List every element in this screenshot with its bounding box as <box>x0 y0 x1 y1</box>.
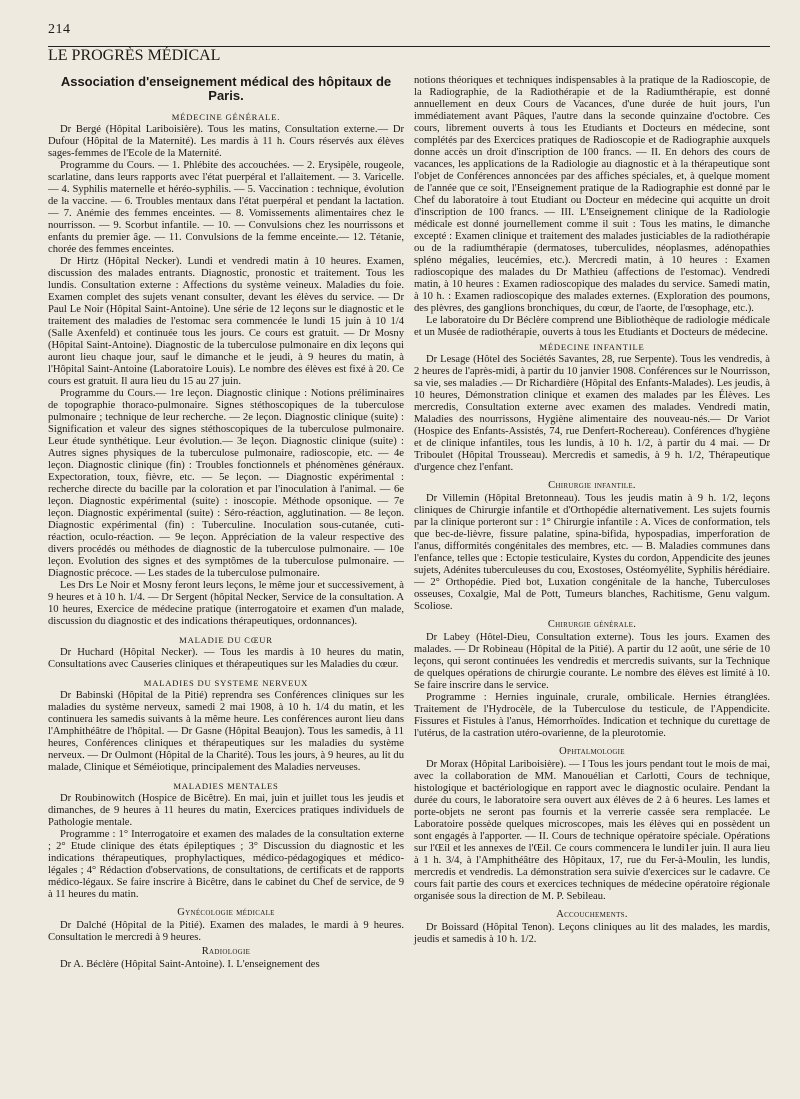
paragraph: Dr Morax (Hôpital Lariboisière). — I Tous les jours pendant tout le mois de mai, avec la collaboration de MM. Manouélian et Carlotti, Cours de technique, histologique et bactériologique en rapport avec le diagnostic oculaire. Pendant la durée du cours, le laboratoire sera ouvert aux élèves de 2 à 6 heures. Les lames et porte-objets ne seront pas fournis et la verrerie cassée sera remplacée. Le Laboratoire possède quelques microscopes, mais les élèves qui en possèdent un sont engagés à l'apporter. — II. Cours de technique opératoire spéciale. Opérations sur l'Œil et les annexes de l'Œil. Ce cours commencera le lundi1er juin. Il aura lieu à 1 h. 3/4, à l'Amphithéâtre des Hôpitaux, 17, rue du Fer-à-Moulin, les lundis, mercredis et vendredis. La démonstration sera suivie d'exercices sur le cadavre. Ce cours fait partie des cours et exercices techniques de médecine opératoire régionale organisée sous la direction de M. P. Sebileau. <box>414 759 770 902</box>
paragraph: Dr Huchard (Hôpital Necker). — Tous les mardis à 10 heures du matin, Consultations avec Causeries cliniques et thérapeutiques sur les Maladies du cœur. <box>48 647 404 670</box>
paragraph: Dr Villemin (Hôpital Bretonneau). Tous les jeudis matin à 9 h. 1/2, leçons cliniques de Chirurgie infantile et d'Orthopédie alternativement. Les sujets fournis par la clinique porteront sur : 1° Chirurgie infantile : A. Vices de conformation, tels que bec-de-lièvre, fissure palatine, spina-bifida, hypospadias, imperforation de l'anus, difformités congénitales des membres, etc. — B. Maladies communes dans l'enfance, telles que : Ectopie testiculaire, Kystes du cordon, Appendicite des jeunes sujets, Adénites tuberculeuses du cou, Exostoses, Ostéomyélite, Syphilis hérédiaire.— 2° Orthopédie. Pied bot, Luxation congénitale de la hanche, Tuberculoses osseuses, Coxalgie, Mal de Pott, Tumeurs blanches, Rachitisme, Genu valgum. Scoliose. <box>414 493 770 612</box>
paragraph: Programme : 1° Interrogatoire et examen des malades de la consultation externe ; 2° Etude clinique des états épileptiques ; 3° Discussion du diagnostic et les indications thérapeutiques, prophylactiques, médico-pédagogiques et médico-légales ; 4° Rédaction d'observations, de consultations, de certificats et de rapports médico-légaux. Se faire inscrire à Bicêtre, dans le cabinet du Chef de service, de 9 à 11 heures du matin. <box>48 829 404 900</box>
paragraph: Dr A. Béclère (Hôpital Saint-Antoine). I. L'enseignement des <box>60 959 320 970</box>
section-heading-systeme-nerveux: MALADIES DU SYSTEME NERVEUX <box>143 678 309 688</box>
paragraph: Programme du Cours. — 1. Phlébite des accouchées. — 2. Erysipèle, rougeole, scarlatine, dans leurs rapports avec l'état puerpéral et l'allaitement. — 3. Varicelle. — 4. Syphilis maternelle et héréo-syphilis. — 5. Vaccination : technique, évolution de la vaccine. — 6. Troubles mentaux dans l'état puerpéral et pendant la lactation. — 7. Anémie des femmes enceintes. — 8. Vomissements alimentaires chez le nourrisson. — 9. Scorbut infantile. — 10. — Convulsions chez les nourrissons et enfants du premier âge. — 11. Convulsions de la femme enceinte.— 12. Tétanie, chorée des femmes enceintes. <box>48 160 404 255</box>
text-columns <box>48 75 770 971</box>
section-heading-maladie-coeur: MALADIE DU CŒUR <box>179 635 273 645</box>
paragraph: Dr Hirtz (Hôpital Necker). Lundi et vendredi matin à 10 heures. Examen, discussion des malades entrants. Diagnostic, pronostic et traitement. Tous les lundis. Consultation externe : Affections du système veineux. Maladies du foie. Examen complet des sujets venant consulter, devant les élèves du service. — Dr Paul Le Noir (Hôpital Saint-Antoine). Une série de 12 leçons sur le diagnostic et le traitement des maladies de l'estomac sera commencée le lundi 15 juin à 10 1/4 (Salle Axenfeld) et continuée tous les jours. Ce cours est gratuit. — Dr Mosny (Hôpital Saint-Antoine). Diagnostic de la tuberculose pulmonaire en dix leçons qui auront lieu chaque jour, sauf le dimanche et le jeudi, à 9 heures du matin, à l'Hôpital Saint-Antoine (Laboratoire Louis). Le nombre des élèves est fixé à 20. Ce cours est gratuit. Il aura lieu du 15 au 27 juin. <box>48 256 404 387</box>
left-column <box>48 75 404 971</box>
paragraph: Dr Roubinowitch (Hospice de Bicêtre). En mai, juin et juillet tous les jeudis et dimanches, de 9 heures à 11 heures du matin, Exercices pratiques individuels de Pathologie mentale. <box>48 793 404 828</box>
section-heading-maladies-mentales: MALADIES MENTALES <box>173 781 279 791</box>
paragraph: Dr Dalché (Hôpital de la Pitié). Examen des malades, le mardi à 9 heures. Consultation le mercredi à 9 heures. <box>48 920 404 943</box>
page-number: 214 <box>48 22 71 37</box>
section-heading-gynecologie: Gynécologie médicale <box>177 907 275 918</box>
paragraph: Programme du Cours.— 1re leçon. Diagnostic clinique : Notions préliminaires de topographie thoraco-pulmonaire. Signes stéthoscopiques de la tuberculose pulmonaire ; technique de leur recherche. — 2e leçon. Diagnostic clinique (suite) : Signification et valeur des signes stéthoscopiques de la tuberculose pulmonaire. Leur étude synthétique. Leur évolution.— 3e leçon. Diagnostic clinique (suite) : Autres signes physiques de la tuberculose pulmonaire, radioscopie, etc. — 4e leçon. Diagnostic clinique (fin) : Troubles fonctionnels et phénomènes généraux. Expectoration, toux, fièvre, etc. — 5e leçon. — Diagnostic expérimental : recherche directe du bacille par la coloration et par l'inoculation à l'animal. — 6e leçon. Diagnostic expérimental (suite) : inoscopie. Méthode opsonique. — 7e leçon. Diagnostic expérimental (suite) : Séro-réaction, agglutination. — 8e leçon. Diagnostic expérimental (fin) : Tuberculine. Inoculation sous-cutanée, cuti-réaction, oculo-réaction. — 9e leçon. Appréciation de la valeur respective des divers procédés ou méthodes de diagnostic de la tuberculose pulmonaire. — 10e leçon. Evolution des signes et des symptômes de la tuberculose pulmonaire. — Diagnostic précoce. — Les stades de la tuberculose pulmonaire. <box>48 388 404 579</box>
paragraph: Dr Lesage (Hôtel des Sociétés Savantes, 28, rue Serpente). Tous les vendredis, à 2 heures de l'après-midi, à partir du 10 janvier 1908. Conférences sur le Nourrisson, sa vie, ses maladies .— Dr Richardière (Hôpital des Enfants-Malades). Les jeudis, à 10 heures, Démonstration clinique et examen des malades par les Élèves. Les mercredis, Consultation externe avec examen des malades. Vendredi matin, Maladies des nourrissons, Hygiène alimentaire des nouveau-nés.— Dr Variot (Hospice des Enfants-Assistés, 74, rue Denfert-Rochereau). Conférences d'hygiène et de clinique infantiles, tous les lundis, à 10 h. 1/2, à partir du 4 mai. — Dr Triboulet (Hôpital Trousseau). Mercredis et samedis, à 9 h. 1/2, Thérapeutique d'urgence chez l'enfant. <box>414 354 770 473</box>
right-column <box>414 75 770 971</box>
section-heading-radiologie: Radiologie <box>201 946 251 957</box>
paragraph: Les Drs Le Noir et Mosny feront leurs leçons, le même jour et successivement, à 9 heures et à 10 h. 1/4. — Dr Sergent (hôpital Necker, Service de la consultation. A 10 heures, Exercice de médecine pratique (interrogatoire et examen d'un malade, discussion du diagnostic et des indications thérapeutiques, ordonnances). <box>48 580 404 627</box>
section-heading-medecine-infantile: MÉDECINE INFANTILE <box>539 342 645 352</box>
paragraph: Programme : Hernies inguinale, crurale, ombilicale. Hernies étranglées. Traitement de l'Hydrocèle, de la Tuberculose du testicule, de l'Appendicite. Fissures et Fistules à l'anus, Hémorrhoïdes. Indication et technique du curettage de l'utérus, de la castration utéro-ovarienne, de la pleurotomie. <box>414 692 770 739</box>
paragraph: Le laboratoire du Dr Béclère comprend une Bibliothèque de radiologie médicale et un Musée de radiothérapie, ouverts à tous les Etudiants et Docteurs de médecine. <box>414 315 770 338</box>
paragraph: Dr Bergé (Hôpital Lariboisière). Tous les matins, Consultation externe.— Dr Dufour (Hôpital de la Maternité). Les mardis à 11 h. Cours réservés aux élèves sages-femmes de l'Ecole de la Maternité. <box>48 124 404 159</box>
paragraph: Dr Babinski (Hôpital de la Pitié) reprendra ses Conférences cliniques sur les maladies du système nerveux, samedi 2 mai 1908, à 10 h. 1/4 du matin, et les continuera les samedis suivants à la même heure. Les conférences auront lieu dans l'Amphithéâtre de l'hôpital. — Dr Gasne (Hôpital Beaujon). Tous les samedis, à 11 heures, Conférences cliniques et thérapeutiques sur les maladies du système nerveux. — Dr Oulmont (Hôpital de la Charité). Tous les jours, à 9 heures, au lit du malade, Clinique et Séméiotique, principalement des Maladies nerveuses. <box>48 690 404 773</box>
article-title: Association d'enseignement médical des hôpitaux de Paris. <box>60 74 392 103</box>
section-heading-chirurgie-infantile: Chirurgie infantile. <box>548 480 636 491</box>
paragraph: notions théoriques et techniques indispensables à la pratique de la Radioscopie, de la Radiographie, de la Radiothérapie et de la Radiumthérapie, est donné annuellement en deux Cours de Vacances, d'une durée de huit jours, l'un immédiatement avant Pâques, l'autre dans la seconde quinzaine d'octobre. Ces cours, librement ouverts à tous les Etudiants et Docteurs en médecine, sont complétés par des Exercices pratiques de Radioscopie et de Radiographie auxquels donne accès un droit d'inscription de 100 francs. — II. En dehors des cours de vacances, les applications de la Radiologie au diagnostic et à la thérapeutique sont l'objet de Conférences annoncées par des affiches spéciales, et, à quelque moment de l'année que ce soit, l'Enseignement pratique de la Radiographie est donné par le Chef du laboratoire à tout Etudiant ou Docteur en médecine qui acquitte un droit d'inscription de 100 francs. — III. L'Enseignement clinique de la Radiologie médicale est donné journellement comme il suit : Tous les matins, le dimanche excepté : Examen clinique et traitement des malades justiciables de la radiothérapie ou de la radiumthérapie (dermatoses, tuberculides, néoplasmes, adénopathies spléno mégalies, leucémies, etc.). Mercredi matin, à 10 heures : Examen radioscopique des malades du Dr Mathieu (affections de l'estomac). Vendredi matin, à 10 heures : Examen radioscopique des malades du service. Samedi matin, à 10 h. : Examen radioscopique des malades externes. (Exploration des poumons, des plèvres, des ganglions bronchiques, du cœur, de l'aorte, de l'œsophage, etc.). <box>414 75 770 314</box>
journal-title: LE PROGRÈS MÉDICAL <box>48 47 221 64</box>
paragraph: Dr Boissard (Hôpital Tenon). Leçons cliniques au lit des malades, les mardis, jeudis et samedis à 10 h. 1/2. <box>414 922 770 945</box>
section-heading-ophtalmologie: Ophtalmologie <box>559 746 625 757</box>
section-heading-chirurgie-generale: Chirurgie générale. <box>547 619 637 630</box>
paragraph: Dr Labey (Hôtel-Dieu, Consultation externe). Tous les jours. Examen des malades. — Dr Robineau (Hôpital de la Pitié). A partir du 12 août, une série de 10 leçons, qui seront continuées les vendredis et mercredis suivants, sur la Technique de quelques opérations de chirurgie courante. Le nombre des élèves est limité à 10. Se faire inscrire dans le service. <box>414 632 770 691</box>
section-heading-accouchements: Accouchements. <box>556 909 628 920</box>
section-heading-medecine-generale: MÉDECINE GÉNÉRALE. <box>171 112 281 122</box>
page-header <box>48 22 770 47</box>
